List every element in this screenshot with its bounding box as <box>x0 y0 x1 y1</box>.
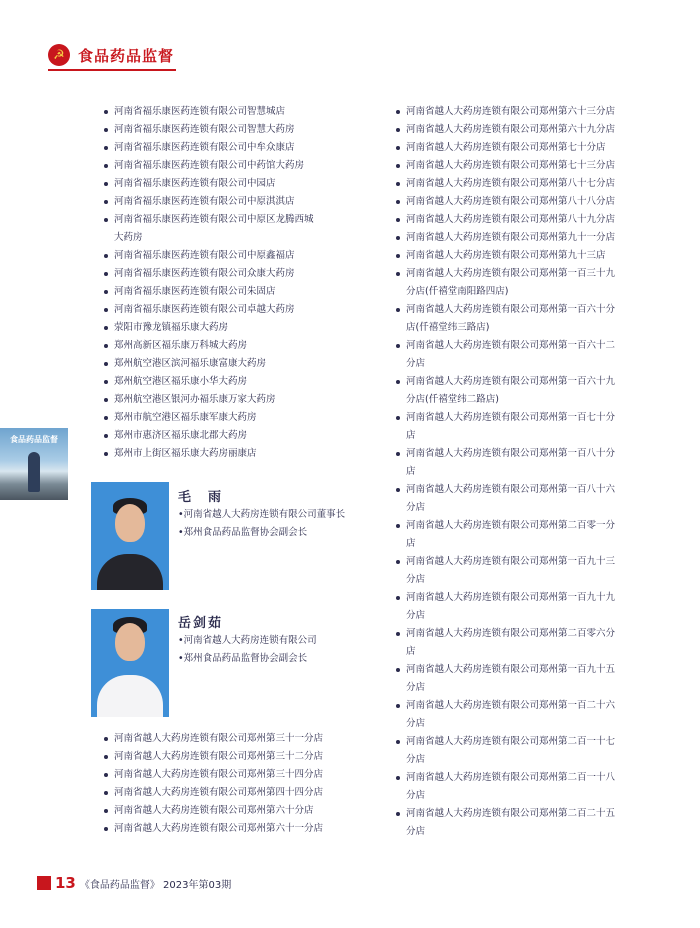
list-item: 河南省越人大药房连锁有限公司郑州第一百九十三 <box>396 553 656 571</box>
list-item: 店 <box>406 466 416 477</box>
list-item: 河南省越人大药房连锁有限公司郑州第二百一十八 <box>396 769 656 787</box>
list-item: 郑州航空港区滨河福乐康富康大药房 <box>104 355 374 373</box>
page-number: 13 <box>55 874 76 892</box>
list-item: 河南省越人大药房连锁有限公司郑州第六十一分店 <box>104 820 374 838</box>
list-item: 店 <box>406 430 416 441</box>
list-item: 河南省越人大药房连锁有限公司郑州第一百七十分 <box>396 409 656 427</box>
list-item: 河南省越人大药房连锁有限公司郑州第七十三分店 <box>396 157 656 175</box>
list-item: 分店(仟禧堂南阳路四店) <box>406 286 509 297</box>
list-item: 郑州航空港区银河办福乐康万家大药房 <box>104 391 374 409</box>
list-item: 河南省福乐康医药连锁有限公司中原鑫福店 <box>104 247 374 265</box>
list-item: 河南省越人大药房连锁有限公司郑州第九十三店 <box>396 247 656 265</box>
list-item: 河南省越人大药房连锁有限公司郑州第六十九分店 <box>396 121 656 139</box>
list-item: 河南省福乐康医药连锁有限公司众康大药房 <box>104 265 374 283</box>
list-item: 大药房 <box>114 232 143 243</box>
list-item: 郑州市航空港区福乐康军康大药房 <box>104 409 374 427</box>
list-item: 荥阳市豫龙镇福乐康大药房 <box>104 319 374 337</box>
list-item: 河南省越人大药房连锁有限公司郑州第二百二十五 <box>396 805 656 823</box>
party-emblem-icon: ☭ <box>48 44 70 66</box>
list-item: 分店 <box>406 610 426 621</box>
list-item: 河南省越人大药房连锁有限公司郑州第三十一分店 <box>104 730 374 748</box>
list-item: 河南省越人大药房连锁有限公司郑州第三十二分店 <box>104 748 374 766</box>
list-item: 河南省福乐康医药连锁有限公司卓越大药房 <box>104 301 374 319</box>
person-title: •河南省越人大药房连锁有限公司董事长 <box>178 509 346 520</box>
footer-issue: 《食品药品监督》 2023年第03期 <box>79 879 232 891</box>
list-item: 河南省福乐康医药连锁有限公司中原区龙腾西城 <box>104 211 374 229</box>
list-item: 河南省越人大药房连锁有限公司郑州第一百八十六 <box>396 481 656 499</box>
list-item: 河南省越人大药房连锁有限公司郑州第一百六十二 <box>396 337 656 355</box>
list-item: 河南省越人大药房连锁有限公司郑州第六十三分店 <box>396 103 656 121</box>
list-item: 河南省越人大药房连锁有限公司郑州第一百六十分 <box>396 301 656 319</box>
store-list-left-top <box>104 103 374 463</box>
header-title: 食品药品监督 <box>78 46 175 65</box>
person-title: •郑州食品药品监督协会副会长 <box>178 653 308 664</box>
list-item: 分店(仟禧堂纬二路店) <box>406 394 499 405</box>
list-item: 郑州市上街区福乐康大药房丽康店 <box>104 445 374 463</box>
store-list-left-bottom <box>104 730 374 838</box>
thumbnail-figure <box>28 452 40 492</box>
list-item: 分店 <box>406 502 426 513</box>
list-item: 河南省越人大药房连锁有限公司郑州第六十分店 <box>104 802 374 820</box>
list-item: 河南省福乐康医药连锁有限公司智慧大药房 <box>104 121 374 139</box>
list-item: 河南省越人大药房连锁有限公司郑州第七十分店 <box>396 139 656 157</box>
list-item: 河南省越人大药房连锁有限公司郑州第一百三十九 <box>396 265 656 283</box>
list-item: 河南省福乐康医药连锁有限公司朱固店 <box>104 283 374 301</box>
list-item: 郑州市惠济区福乐康北郡大药房 <box>104 427 374 445</box>
list-item: 河南省越人大药房连锁有限公司郑州第一百九十九 <box>396 589 656 607</box>
list-item: 河南省越人大药房连锁有限公司郑州第三十四分店 <box>104 766 374 784</box>
thumbnail-title: 食品药品监督 <box>10 435 58 444</box>
list-item: 分店 <box>406 718 426 729</box>
portrait-photo-yue-jianru <box>91 609 169 717</box>
list-item: 河南省越人大药房连锁有限公司郑州第一百六十九 <box>396 373 656 391</box>
list-item: 河南省福乐康医药连锁有限公司中原淇淇店 <box>104 193 374 211</box>
list-item: 河南省福乐康医药连锁有限公司中园店 <box>104 175 374 193</box>
page-header <box>48 44 174 66</box>
list-item: 河南省越人大药房连锁有限公司郑州第八十七分店 <box>396 175 656 193</box>
list-item: 河南省越人大药房连锁有限公司郑州第一百九十五 <box>396 661 656 679</box>
list-item: 分店 <box>406 754 426 765</box>
page-footer <box>37 874 231 892</box>
person-title: •郑州食品药品监督协会副会长 <box>178 527 308 538</box>
list-item: 店 <box>406 646 416 657</box>
list-item: 分店 <box>406 682 426 693</box>
list-item: 河南省越人大药房连锁有限公司郑州第二百零六分 <box>396 625 656 643</box>
list-item: 分店 <box>406 358 426 369</box>
person-name: 毛 雨 <box>178 490 224 505</box>
magazine-cover-thumbnail <box>0 428 68 500</box>
list-item: 河南省福乐康医药连锁有限公司中药馆大药房 <box>104 157 374 175</box>
list-item: 河南省越人大药房连锁有限公司郑州第四十四分店 <box>104 784 374 802</box>
list-item: 河南省越人大药房连锁有限公司郑州第一百二十六 <box>396 697 656 715</box>
list-item: 河南省福乐康医药连锁有限公司中牟众康店 <box>104 139 374 157</box>
list-item: 河南省福乐康医药连锁有限公司智慧城店 <box>104 103 374 121</box>
list-item: 店 <box>406 538 416 549</box>
list-item: 店(仟禧堂纬三路店) <box>406 322 490 333</box>
list-item: 分店 <box>406 790 426 801</box>
person-name: 岳剑茹 <box>178 616 224 631</box>
list-item: 河南省越人大药房连锁有限公司郑州第九十一分店 <box>396 229 656 247</box>
list-item: 分店 <box>406 574 426 585</box>
list-item: 河南省越人大药房连锁有限公司郑州第八十八分店 <box>396 193 656 211</box>
person-title: •河南省越人大药房连锁有限公司 <box>178 635 317 646</box>
list-item: 郑州高新区福乐康万科城大药房 <box>104 337 374 355</box>
list-item: 河南省越人大药房连锁有限公司郑州第二百一十七 <box>396 733 656 751</box>
list-item: 河南省越人大药房连锁有限公司郑州第二百零一分 <box>396 517 656 535</box>
portrait-photo-mao-yu <box>91 482 169 590</box>
list-item: 河南省越人大药房连锁有限公司郑州第八十九分店 <box>396 211 656 229</box>
footer-marker <box>37 876 51 890</box>
header-underline <box>48 69 176 71</box>
list-item: 郑州航空港区福乐康小华大药房 <box>104 373 374 391</box>
store-list-right <box>396 103 656 841</box>
list-item: 河南省越人大药房连锁有限公司郑州第一百八十分 <box>396 445 656 463</box>
list-item: 分店 <box>406 826 426 837</box>
